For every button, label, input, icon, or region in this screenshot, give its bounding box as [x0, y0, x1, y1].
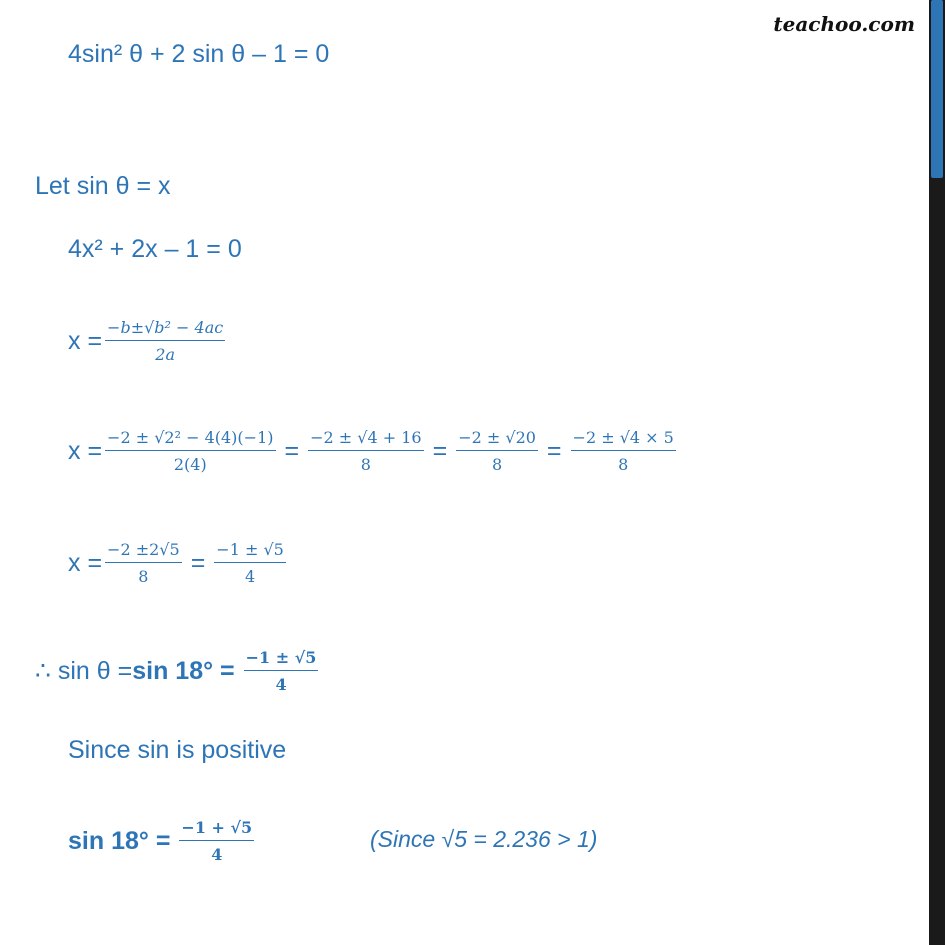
conclusion-prefix: ∴ sin θ = [35, 657, 133, 685]
fraction-numerator: −2 ± √20 [456, 428, 538, 451]
fraction-denominator: 2(4) [173, 455, 207, 474]
fraction-denominator: 8 [360, 455, 371, 474]
step-fraction-1 [105, 428, 275, 474]
fraction-denominator: 4 [244, 567, 256, 586]
fraction-numerator: −1 + √5 [179, 818, 254, 841]
fraction-denominator: 4 [211, 845, 223, 864]
equals-sign: = [546, 436, 562, 465]
fraction-numerator: −1 ± √5 [244, 648, 319, 671]
step-fraction-1 [105, 540, 182, 586]
fraction-denominator: 8 [138, 567, 149, 586]
fraction-denominator: 4 [275, 675, 287, 694]
step-fraction-3 [456, 428, 538, 474]
fraction-denominator: 8 [618, 455, 629, 474]
formula-prefix: x = [68, 326, 103, 355]
fraction-denominator: 8 [491, 455, 503, 474]
step-fraction-4 [571, 428, 676, 474]
fraction-numerator: −1 ± √5 [214, 540, 286, 563]
fraction-numerator: −2 ± √4 + 16 [308, 428, 423, 451]
step-prefix: x = [68, 548, 103, 577]
equals-sign: = [284, 436, 300, 465]
step-fraction-2 [308, 428, 423, 474]
quadratic-equation: 4x² + 2x – 1 = 0 [68, 235, 242, 263]
equals-sign: = [432, 436, 448, 465]
final-answer-line [68, 818, 257, 864]
step-prefix: x = [68, 436, 103, 465]
conclusion-bold: sin 18° = [132, 656, 235, 685]
fraction-numerator: −b±√b² − 4ac [105, 318, 225, 341]
final-answer-bold: sin 18° = [68, 826, 171, 855]
quadratic-formula [68, 318, 228, 364]
brand-logo-text: teachoo.com [773, 12, 915, 36]
substitution-line: Let sin θ = x [35, 172, 171, 200]
reasoning-line: Since sin is positive [68, 736, 287, 764]
equation-line-1: 4sin² θ + 2 sin θ – 1 = 0 [68, 40, 330, 68]
final-answer-note: (Since √5 = 2.236 > 1) [370, 826, 598, 852]
fraction-numerator: −2 ± √4 × 5 [571, 428, 676, 451]
conclusion-line [35, 648, 321, 694]
simplify-step [68, 540, 289, 586]
fraction-numerator: −2 ±2√5 [105, 540, 182, 563]
final-answer-fraction [179, 818, 254, 864]
equals-sign: = [190, 548, 206, 577]
fraction-denominator: 2a [155, 345, 175, 364]
step-fraction-2 [214, 540, 286, 586]
substitution-step [68, 428, 679, 474]
conclusion-fraction [244, 648, 319, 694]
fraction-numerator: −2 ± √2² − 4(4)(−1) [105, 428, 275, 451]
scrollbar[interactable] [929, 0, 945, 945]
scrollbar-thumb[interactable] [931, 0, 943, 178]
formula-fraction [105, 318, 225, 364]
